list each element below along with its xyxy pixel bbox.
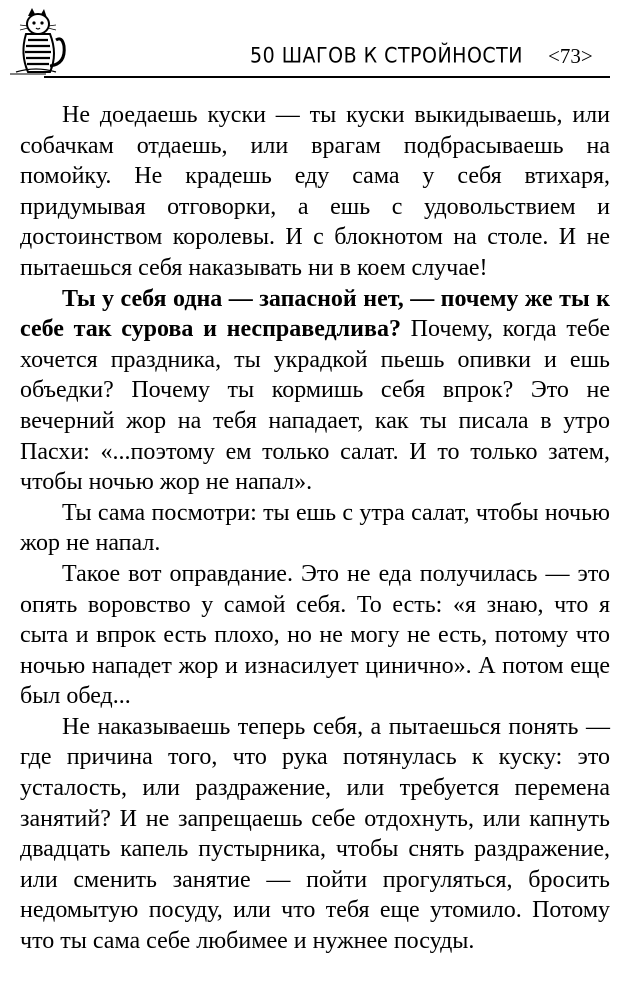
paragraph: Не наказываешь теперь себя, а пытаешься понять — где причина того, что рука потянулась к куску: это усталость, или раздражение, или требуется перемена занятий? И не запрещаешь себе отдохнуть, или капнуть двадцать капель пустырника, чтобы снять раздражение, или сменить занятие — пойти прогуляться, бросить недомытую посуду, или что тебя еще утомило. Потому что ты сама себе любимее и нужнее посуды. — [20, 713, 610, 955]
running-title: 50 ШАГОВ К СТРОЙНОСТИ — [250, 44, 524, 69]
cat-logo — [6, 6, 70, 78]
paragraph: Не доедаешь куски — ты куски выкидываешь, или собачкам отдаешь, или врагам подбрасываешь на помойку. Не крадешь еду сама у себя втихаря, придумывая отговорки, а ешь с удовольствием и достоинством королевы. И с блокнотом на столе. И не пытаешься себя наказывать ни в коем случае! — [20, 102, 610, 281]
page-number: <73> — [548, 44, 593, 68]
paragraph: Такое вот оправдание. Это не еда получилась — это опять воровство у самой себя. То есть: «я знаю, что я сыта и впрок есть плохо, но не могу не есть, потому что ночью нападет жор и изнасилует цинично». А потом еще был обед... — [20, 560, 610, 710]
body-text — [20, 100, 610, 957]
paragraph: Ты у себя одна — запасной нет, — почему же ты к себе так сурова и несправедлива? Почему, когда тебе хочется праздника, ты украдкой пьешь опивки и ешь объедки? Почему ты кормишь себя впрок? Это не вечерний жор на тебя нападает, как ты писала в утро Пасхи: «...поэтому ем только салат. И то только затем, чтобы ночью жор не напал». — [20, 285, 611, 496]
page-header — [0, 0, 620, 90]
bold-phrase: Ты у себя одна — запасной нет, — почему же ты к себе так сурова и несправедлива? — [20, 285, 610, 343]
paragraph: Ты сама посмотри: ты ешь с утра салат, чтобы ночью жор не напал. — [20, 499, 610, 557]
header-rule — [44, 76, 610, 78]
